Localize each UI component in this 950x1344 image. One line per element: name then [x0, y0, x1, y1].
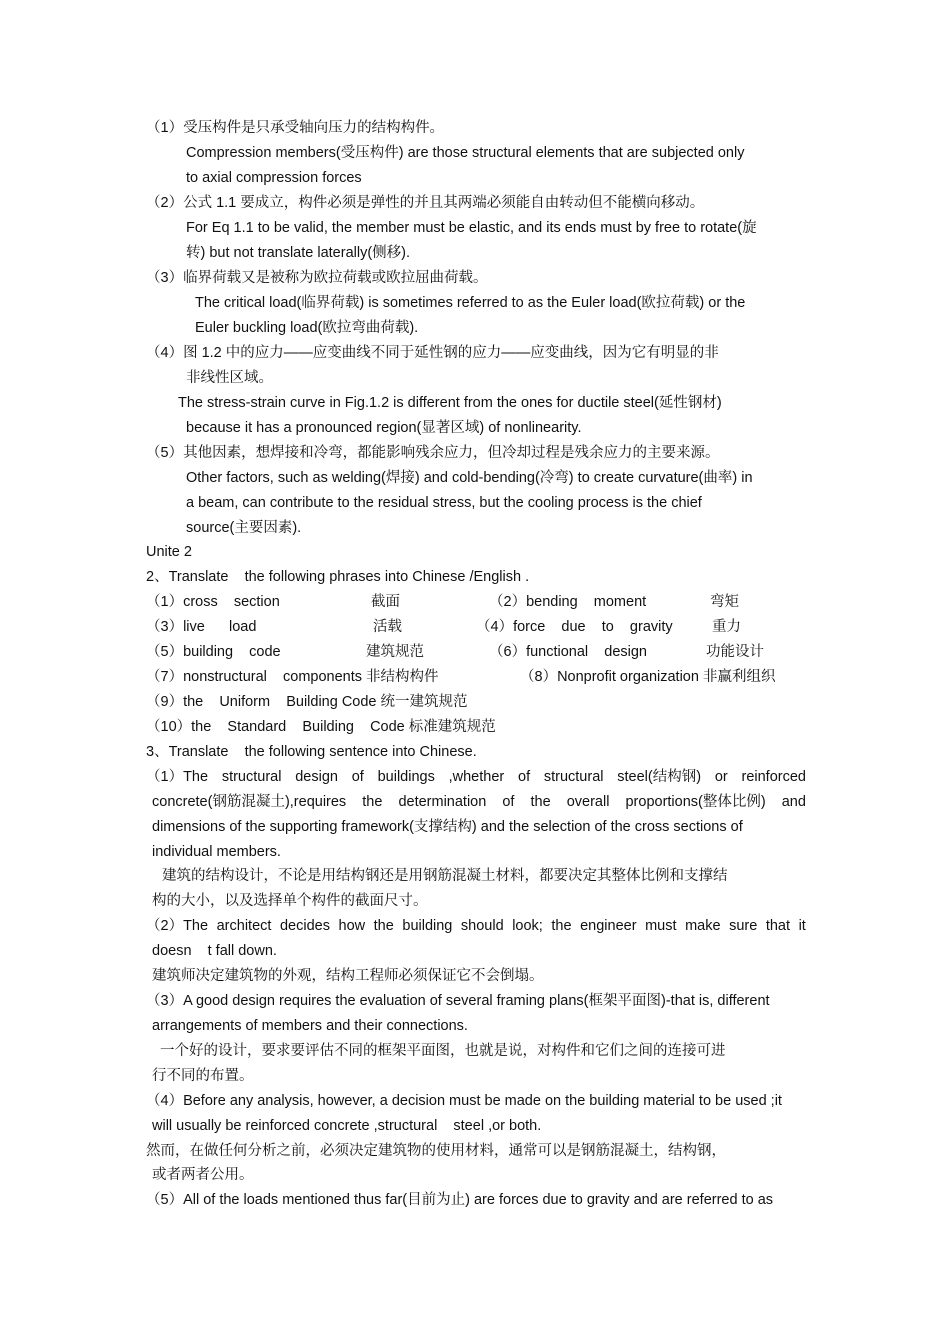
- phrase-2-chinese: 弯矩: [710, 594, 739, 610]
- line-word: make: [685, 918, 721, 934]
- sentence-1-english-line-2: to axial compression forces: [186, 170, 362, 186]
- line-word: look;: [512, 918, 543, 934]
- line-word: （4）Before any analysis, however, a decision must be made on the building material to be used ;it: [146, 1093, 782, 1109]
- translation-1-chinese-line-1: [162, 866, 806, 886]
- phrase-7: （7）nonstructural components 非结构构件: [146, 669, 439, 685]
- phrase-1-chinese: 截面: [371, 594, 400, 610]
- phrase-3-chinese: 活载: [373, 619, 402, 635]
- line-word: design: [295, 769, 338, 785]
- sentence-3-english-line-1: The critical load(临界荷载) is sometimes referred to as the Euler load(欧拉荷载) or the: [195, 295, 746, 311]
- phrase-4-english: （4）force due to gravity: [476, 619, 673, 635]
- sentence-4-english-line-2: because it has a pronounced region(显著区域) of nonlinearity.: [186, 420, 582, 436]
- translation-2-line-2: doesn t fall down.: [152, 943, 277, 959]
- line-word: proportions(整体比例): [625, 794, 766, 810]
- phrase-6-chinese: 功能设计: [706, 644, 764, 660]
- line-word: architect: [216, 918, 272, 934]
- line-word: and: [781, 794, 806, 810]
- line-word: structural: [221, 769, 282, 785]
- translation-4-line-1: [146, 1091, 806, 1111]
- line-word: must: [645, 918, 677, 934]
- translation-1-line-1: [146, 767, 806, 787]
- line-word: building: [402, 918, 453, 934]
- line-word: dimensions of the supporting framework(支撑结构) and the selection of the cross sections of: [152, 819, 743, 835]
- line-word: （1）The: [146, 769, 209, 785]
- line-word: 然而，在做任何分析之前，必须决定建筑物的使用材料，通常可以是钢筋混凝土，结构钢，: [146, 1143, 726, 1159]
- sentence-3-chinese: （3）临界荷载又是被称为欧拉荷载或欧拉屈曲荷载。: [146, 270, 488, 286]
- line-word: （3）A good design requires the evaluation of several framing plans(框架平面图)-that is, different: [146, 993, 770, 1009]
- sentence-1-chinese: （1）受压构件是只承受轴向压力的结构构件。: [146, 120, 445, 136]
- line-word: overall: [566, 794, 610, 810]
- line-word: the: [530, 794, 551, 810]
- line-word: sure: [729, 918, 758, 934]
- translation-1-line-3: [152, 817, 806, 837]
- line-word: it: [798, 918, 806, 934]
- line-word: how: [338, 918, 366, 934]
- line-word: should: [460, 918, 504, 934]
- line-word: of: [518, 769, 531, 785]
- sentence-2-chinese: （2）公式 1.1 要成立，构件必须是弹性的并且其两端必须能自由转动但不能横向移动。: [146, 195, 705, 211]
- line-word: of: [502, 794, 515, 810]
- translation-2-chinese: 建筑师决定建筑物的外观，结构工程师必须保证它不会倒塌。: [152, 968, 544, 984]
- sentence-5-english-line-1: Other factors, such as welding(焊接) and cold-bending(冷弯) to create curvature(曲率) in: [186, 470, 753, 486]
- line-word: reinforced: [741, 769, 806, 785]
- phrase-10: （10）the Standard Building Code 标准建筑规范: [146, 719, 496, 735]
- line-word: buildings: [377, 769, 435, 785]
- phrase-6-english: （6）functional design: [489, 644, 647, 660]
- line-word: engineer: [580, 918, 637, 934]
- translation-5-line-1: [146, 1190, 806, 1210]
- line-word: or: [714, 769, 728, 785]
- line-word: structural: [543, 769, 604, 785]
- line-word: the: [373, 918, 394, 934]
- line-word: concrete(钢筋混凝土),requires: [152, 794, 347, 810]
- sentence-2-english-line-1: For Eq 1.1 to be valid, the member must be elastic, and its ends must by free to rotate(旋: [186, 220, 757, 236]
- phrase-3-english: （3）live load: [146, 619, 257, 635]
- phrase-4-chinese: 重力: [712, 619, 741, 635]
- line-word: steel(结构钢): [617, 769, 702, 785]
- phrase-5-chinese: 建筑规范: [366, 644, 424, 660]
- phrase-9: （9）the Uniform Building Code 统一建筑规范: [146, 694, 468, 710]
- sentence-4-chinese-line-2: 非线性区域。: [186, 370, 273, 386]
- line-word: （2）The: [146, 918, 209, 934]
- sentence-5-english-line-2: a beam, can contribute to the residual stress, but the cooling process is the chief: [186, 495, 702, 511]
- line-word: the: [551, 918, 572, 934]
- translation-1-line-4: individual members.: [152, 844, 281, 860]
- translation-2-line-1: [146, 916, 806, 936]
- sentence-5-chinese: （5）其他因素，想焊接和冷弯，都能影响残余应力，但冷却过程是残余应力的主要来源。: [146, 445, 720, 461]
- line-word: 一个好的设计，要求要评估不同的框架平面图，也就是说，对构件和它们之间的连接可进: [160, 1043, 726, 1059]
- translation-4-line-2: will usually be reinforced concrete ,structural steel ,or both.: [152, 1118, 542, 1134]
- line-word: 建筑的结构设计，不论是用结构钢还是用钢筋混凝土材料，都要决定其整体比例和支撑结: [162, 868, 728, 884]
- sentence-3-english-line-2: Euler buckling load(欧拉弯曲荷载).: [195, 320, 419, 336]
- line-word: that: [765, 918, 791, 934]
- line-word: the: [362, 794, 383, 810]
- sentence-2-english-line-2: 转) but not translate laterally(侧移).: [186, 245, 411, 261]
- translation-3-line-2: arrangements of members and their connections.: [152, 1018, 468, 1034]
- translation-3-chinese-line-1: [160, 1041, 806, 1061]
- translation-3-chinese-line-2: 行不同的布置。: [152, 1068, 254, 1084]
- translation-3-line-1: [146, 991, 806, 1011]
- line-word: determination: [398, 794, 487, 810]
- sentence-1-english-line-1: Compression members(受压构件) are those structural elements that are subjected only: [186, 145, 745, 161]
- translation-1-line-2: [152, 792, 806, 812]
- line-word: of: [351, 769, 364, 785]
- phrase-5-english: （5）building code: [146, 644, 281, 660]
- line-word: ,whether: [448, 769, 505, 785]
- sentence-4-english-line-1: The stress-strain curve in Fig.1.2 is different from the ones for ductile steel(延性钢材): [178, 395, 722, 411]
- sentence-4-chinese-line-1: （4）图 1.2 中的应力——应变曲线不同于延性钢的应力——应变曲线，因为它有明显的非: [146, 345, 719, 361]
- task-3-heading: 3、Translate the following sentence into Chinese.: [146, 744, 477, 760]
- line-word: decides: [279, 918, 330, 934]
- translation-4-chinese-line-2: 或者两者公用。: [152, 1167, 254, 1183]
- sentence-5-english-line-3: source(主要因素).: [186, 520, 302, 536]
- phrase-8: （8）Nonprofit organization 非赢利组织: [520, 669, 776, 685]
- unit-heading: Unite 2: [146, 544, 192, 560]
- translation-4-chinese-line-1: [146, 1141, 806, 1161]
- translation-1-chinese-line-2: 构的大小，以及选择单个构件的截面尺寸。: [152, 893, 428, 909]
- task-2-heading: 2、Translate the following phrases into Chinese /English .: [146, 569, 530, 585]
- phrase-1-english: （1）cross section: [146, 594, 280, 610]
- phrase-2-english: （2）bending moment: [489, 594, 647, 610]
- line-word: （5）All of the loads mentioned thus far(目前为止) are forces due to gravity and are referred to as: [146, 1192, 774, 1208]
